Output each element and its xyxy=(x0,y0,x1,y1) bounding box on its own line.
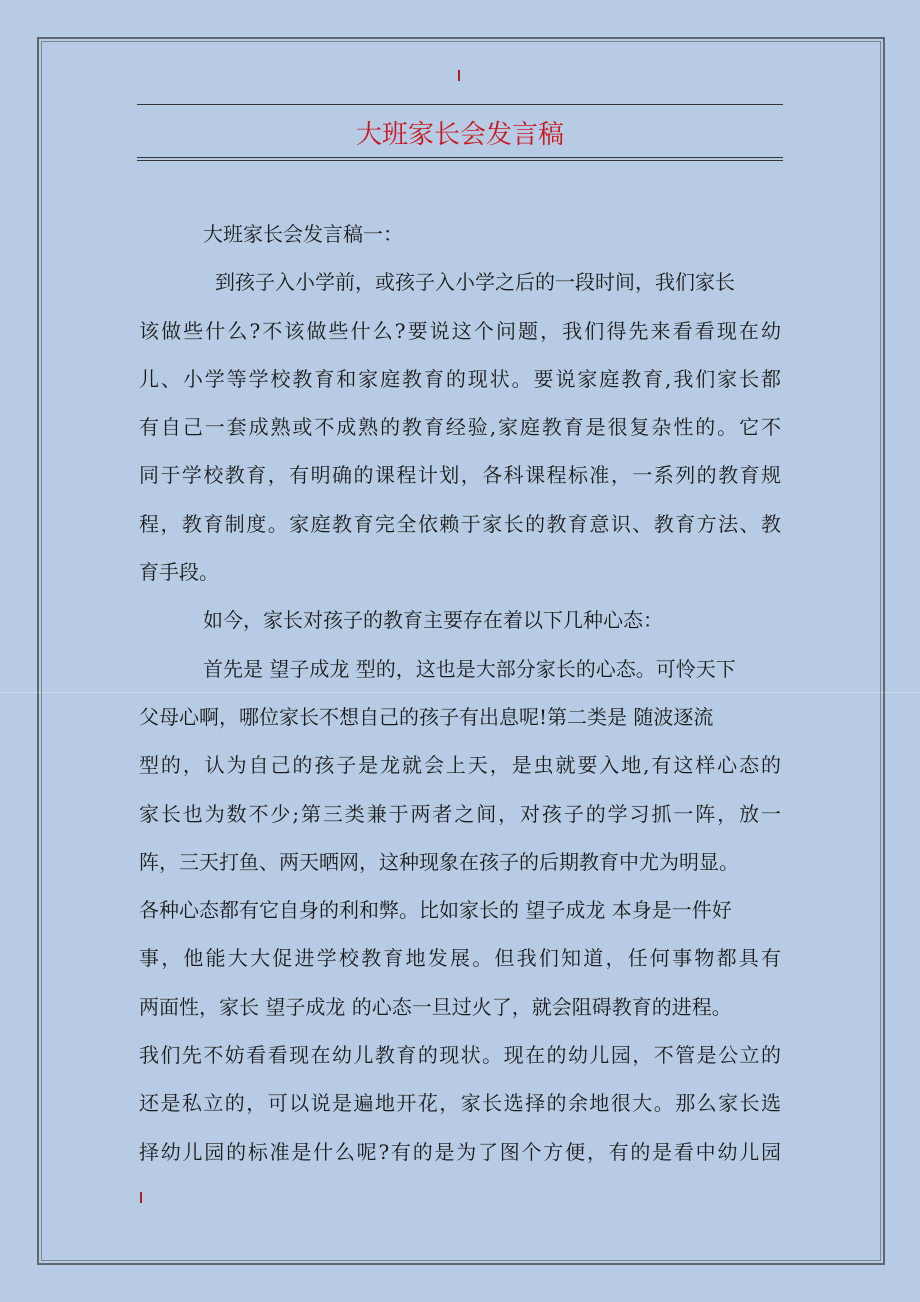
paragraph-line: 儿、小学等学校教育和家庭教育的现状。要说家庭教育,我们家长都 xyxy=(139,366,781,391)
paragraph-line: 择幼儿园的标准是什么呢?有的是为了图个方便，有的是看中幼儿园 xyxy=(139,1139,781,1164)
header-cursor-mark xyxy=(458,70,460,81)
paragraph-line: 育手段。 xyxy=(139,560,219,585)
paragraph-line: 两面性，家长 望子成龙 的心态一旦过火了，就会阻碍教育的进程。 xyxy=(139,994,732,1019)
title-underline-bottom xyxy=(137,160,783,161)
paragraph-line: 型的，认为自己的孩子是龙就会上天，是虫就要入地,有这样心态的 xyxy=(139,753,781,778)
paragraph-line: 事，他能大大促进学校教育地发展。但我们知道，任何事物都具有 xyxy=(139,946,781,971)
paragraph-line: 有自己一套成熟或不成熟的教育经验,家庭教育是很复杂性的。它不 xyxy=(139,415,781,440)
paragraph-line: 到孩子入小学前，或孩子入小学之后的一段时间，我们家长 xyxy=(215,270,735,295)
section-heading: 大班家长会发言稿一： xyxy=(203,222,403,246)
document-body xyxy=(139,210,791,1176)
paragraph-line: 父母心啊，哪位家长不想自己的孩子有出息呢!第二类是 随波逐流 xyxy=(139,704,714,729)
paragraph-line: 同于学校教育，有明确的课程计划，各科课程标准，一系列的教育规 xyxy=(139,463,781,488)
paragraph-line: 阵，三天打鱼、两天晒网，这种现象在孩子的后期教育中尤为明显。 xyxy=(139,849,739,874)
paragraph-line: 该做些什么?不该做些什么?要说这个问题，我们得先来看看现在幼 xyxy=(139,318,781,343)
paragraph-line: 还是私立的，可以说是遍地开花，家长选择的余地很大。那么家长选 xyxy=(139,1091,781,1116)
document-title: 大班家长会发言稿 xyxy=(355,120,564,150)
paragraph-line: 各种心态都有它自身的利和弊。比如家长的 望子成龙 本身是一件好 xyxy=(139,898,732,923)
header-rule xyxy=(137,104,783,105)
footer-cursor-mark xyxy=(140,1192,142,1203)
paragraph-line: 我们先不妨看看现在幼儿教育的现状。现在的幼儿园，不管是公立的 xyxy=(139,1043,781,1068)
paragraph-line: 家长也为数不少;第三类兼于两者之间，对孩子的学习抓一阵，放一 xyxy=(139,801,781,826)
paragraph-line: 首先是 望子成龙 型的，这也是大部分家长的心态。可怜天下 xyxy=(203,656,736,681)
paragraph-line: 程，教育制度。家庭教育完全依赖于家长的教育意识、教育方法、教 xyxy=(139,511,781,536)
paragraph-line: 如今，家长对孩子的教育主要存在着以下几种心态： xyxy=(203,608,663,633)
title-underline-top xyxy=(137,157,783,158)
